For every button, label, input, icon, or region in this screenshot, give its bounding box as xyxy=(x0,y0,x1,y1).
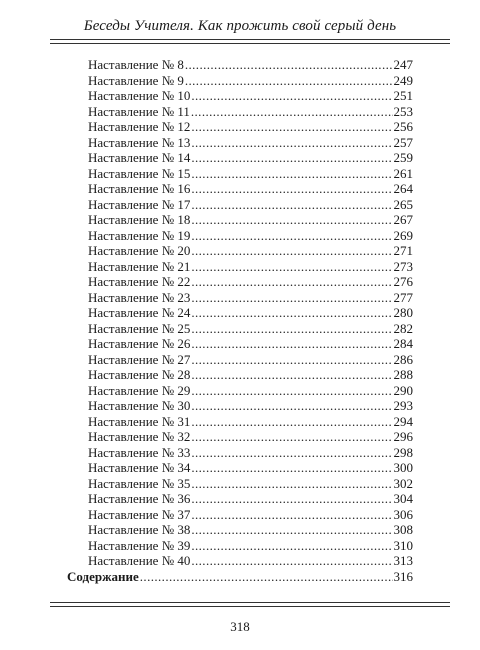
toc-entry-label: Наставление № 10 xyxy=(88,88,191,103)
toc-leader-dots xyxy=(191,274,392,290)
toc-leader-dots xyxy=(191,150,392,166)
toc-entry-label: Наставление № 23 xyxy=(88,289,191,305)
toc-entry-page: 276 xyxy=(393,274,413,289)
toc-leader-dots xyxy=(191,259,392,275)
toc-entry-label: Наставление № 11 xyxy=(88,103,190,119)
toc-entry-label: Наставление № 26 xyxy=(88,336,191,351)
toc-entry xyxy=(88,476,413,492)
toc-leader-dots xyxy=(191,367,392,383)
toc-entry-page: 269 xyxy=(393,227,413,243)
toc-entry-page: 265 xyxy=(393,196,413,212)
toc-entry xyxy=(88,104,413,120)
toc-leader-dots xyxy=(191,553,392,569)
toc-entry-label: Наставление № 21 xyxy=(88,258,191,274)
toc-entry xyxy=(88,507,413,523)
toc-entry xyxy=(88,553,413,569)
toc-leader-dots xyxy=(191,445,392,461)
toc-entry xyxy=(88,321,413,337)
toc-entry-label: Наставление № 12 xyxy=(88,119,191,134)
toc-entry xyxy=(88,119,413,135)
toc-entry-page: 259 xyxy=(393,150,413,165)
toc-entry-label: Наставление № 16 xyxy=(88,181,191,196)
header-rule-thin xyxy=(50,43,450,44)
toc-entry-page: 261 xyxy=(393,165,413,181)
toc-entry-page: 284 xyxy=(393,336,413,351)
toc-entry xyxy=(88,150,413,166)
toc-entry-label: Наставление № 13 xyxy=(88,134,191,150)
toc-entry xyxy=(88,522,413,538)
toc-entry xyxy=(88,197,413,213)
toc-entry-page: 257 xyxy=(393,134,413,150)
toc-entry xyxy=(88,212,413,228)
toc-entry-page: 300 xyxy=(393,460,413,475)
toc-entry-label: Наставление № 17 xyxy=(88,196,191,212)
toc-entry xyxy=(88,367,413,383)
toc-leader-dots xyxy=(191,476,392,492)
toc-leader-dots xyxy=(185,57,393,73)
toc-entry xyxy=(88,460,413,476)
footer-rule-thin xyxy=(50,606,450,607)
toc-entry-label: Наставление № 34 xyxy=(88,460,191,475)
header-rule xyxy=(50,39,450,40)
toc-entry-label: Наставление № 30 xyxy=(88,398,191,413)
toc-entry-label: Наставление № 9 xyxy=(88,72,184,88)
toc-entry-label: Наставление № 24 xyxy=(88,305,191,320)
toc-entry xyxy=(88,73,413,89)
toc-leader-dots xyxy=(191,352,392,368)
toc-entry-label: Наставление № 14 xyxy=(88,150,191,165)
toc-entry xyxy=(88,414,413,430)
toc-entry xyxy=(88,166,413,182)
toc-entry-label: Наставление № 15 xyxy=(88,165,191,181)
toc-entry xyxy=(88,88,413,104)
toc-entry-page: 310 xyxy=(393,537,413,553)
toc-entry-label: Наставление № 33 xyxy=(88,444,191,460)
footer-rule xyxy=(50,602,450,603)
toc-leader-dots xyxy=(191,460,392,476)
toc-entry-page: 282 xyxy=(393,320,413,336)
toc-entry-label: Содержание xyxy=(67,568,139,584)
toc-entry-page: 293 xyxy=(393,398,413,413)
toc-entry-page: 288 xyxy=(393,367,413,382)
toc-entry-label: Наставление № 28 xyxy=(88,367,191,382)
toc-entry xyxy=(88,398,413,414)
toc-entry-label: Наставление № 36 xyxy=(88,491,191,506)
toc-entry xyxy=(88,491,413,507)
toc-entry xyxy=(88,57,413,73)
toc-entry-label: Наставление № 20 xyxy=(88,243,191,258)
toc-leader-dots xyxy=(191,243,392,259)
toc-leader-dots xyxy=(191,429,392,445)
toc-entry xyxy=(88,228,413,244)
toc-leader-dots xyxy=(140,569,393,585)
toc-entry-label: Наставление № 22 xyxy=(88,274,191,289)
toc-entry-page: 251 xyxy=(393,88,413,103)
toc-entry xyxy=(88,243,413,259)
toc-leader-dots xyxy=(191,538,392,554)
toc-entry-label: Наставление № 31 xyxy=(88,413,191,429)
toc-entry-label: Наставление № 18 xyxy=(88,212,191,227)
toc-entry-page: 253 xyxy=(393,103,413,119)
toc-entry-page: 302 xyxy=(393,475,413,491)
toc-entry-page: 306 xyxy=(393,506,413,522)
toc-leader-dots xyxy=(191,181,392,197)
toc-leader-dots xyxy=(191,522,392,538)
toc-entry xyxy=(88,274,413,290)
toc-leader-dots xyxy=(191,507,392,523)
toc-entry-page: 247 xyxy=(393,57,413,72)
toc-leader-dots xyxy=(191,166,392,182)
toc-leader-dots xyxy=(185,73,393,89)
toc-entry-label: Наставление № 19 xyxy=(88,227,191,243)
toc-leader-dots xyxy=(191,414,392,430)
toc-entry-label: Наставление № 38 xyxy=(88,522,191,537)
toc-leader-dots xyxy=(191,197,392,213)
toc-leader-dots xyxy=(191,104,393,120)
toc-entry-label: Наставление № 27 xyxy=(88,351,191,367)
toc-entry-page: 290 xyxy=(393,382,413,398)
page-number: 318 xyxy=(230,619,250,634)
toc-leader-dots xyxy=(191,290,392,306)
toc-entry-page: 308 xyxy=(393,522,413,537)
toc-entry-page: 280 xyxy=(393,305,413,320)
toc-entry xyxy=(88,429,413,445)
toc-entry-page: 304 xyxy=(393,491,413,506)
toc-entry-page: 286 xyxy=(393,351,413,367)
toc-entry xyxy=(88,538,413,554)
toc-entry-page: 267 xyxy=(393,212,413,227)
toc-entry-page: 273 xyxy=(393,258,413,274)
toc-entry xyxy=(88,135,413,151)
toc-leader-dots xyxy=(191,383,392,399)
toc-entry-page: 277 xyxy=(393,289,413,305)
toc-entry xyxy=(88,336,413,352)
toc-leader-dots xyxy=(191,228,392,244)
toc-entry-label: Наставление № 37 xyxy=(88,506,191,522)
toc-leader-dots xyxy=(191,321,392,337)
toc-entry-page: 256 xyxy=(393,119,413,134)
toc-entry-label: Наставление № 40 xyxy=(88,553,191,568)
toc-entry-page: 296 xyxy=(393,429,413,444)
toc-leader-dots xyxy=(191,212,392,228)
toc-leader-dots xyxy=(191,305,392,321)
toc-entry xyxy=(88,352,413,368)
toc-leader-dots xyxy=(191,119,392,135)
toc-leader-dots xyxy=(191,336,392,352)
toc-entry-page: 316 xyxy=(393,568,413,584)
toc-entry-label: Наставление № 39 xyxy=(88,537,191,553)
toc-entry xyxy=(88,259,413,275)
toc-entry xyxy=(88,445,413,461)
toc-entry-page: 313 xyxy=(393,553,413,568)
toc-leader-dots xyxy=(191,135,392,151)
toc-entry-label: Наставление № 29 xyxy=(88,382,191,398)
toc-entry-page: 249 xyxy=(393,72,413,88)
toc-entry-label: Наставление № 32 xyxy=(88,429,191,444)
toc-entry-label: Наставление № 35 xyxy=(88,475,191,491)
toc-leader-dots xyxy=(191,491,392,507)
toc-entry-label: Наставление № 25 xyxy=(88,320,191,336)
toc-entry-page: 298 xyxy=(393,444,413,460)
toc-entry-page: 264 xyxy=(393,181,413,196)
toc-entry-label: Наставление № 8 xyxy=(88,57,184,72)
toc-entry-page: 294 xyxy=(393,413,413,429)
toc-entry xyxy=(88,181,413,197)
toc-entry-page: 271 xyxy=(393,243,413,258)
toc-leader-dots xyxy=(191,398,392,414)
toc-contents-entry xyxy=(67,569,413,585)
toc-entry xyxy=(88,383,413,399)
running-header: Беседы Учителя. Как прожить свой серый день xyxy=(83,18,397,34)
toc-entry xyxy=(88,305,413,321)
toc-entry xyxy=(88,290,413,306)
toc-leader-dots xyxy=(191,88,392,104)
table-of-contents xyxy=(67,57,413,584)
